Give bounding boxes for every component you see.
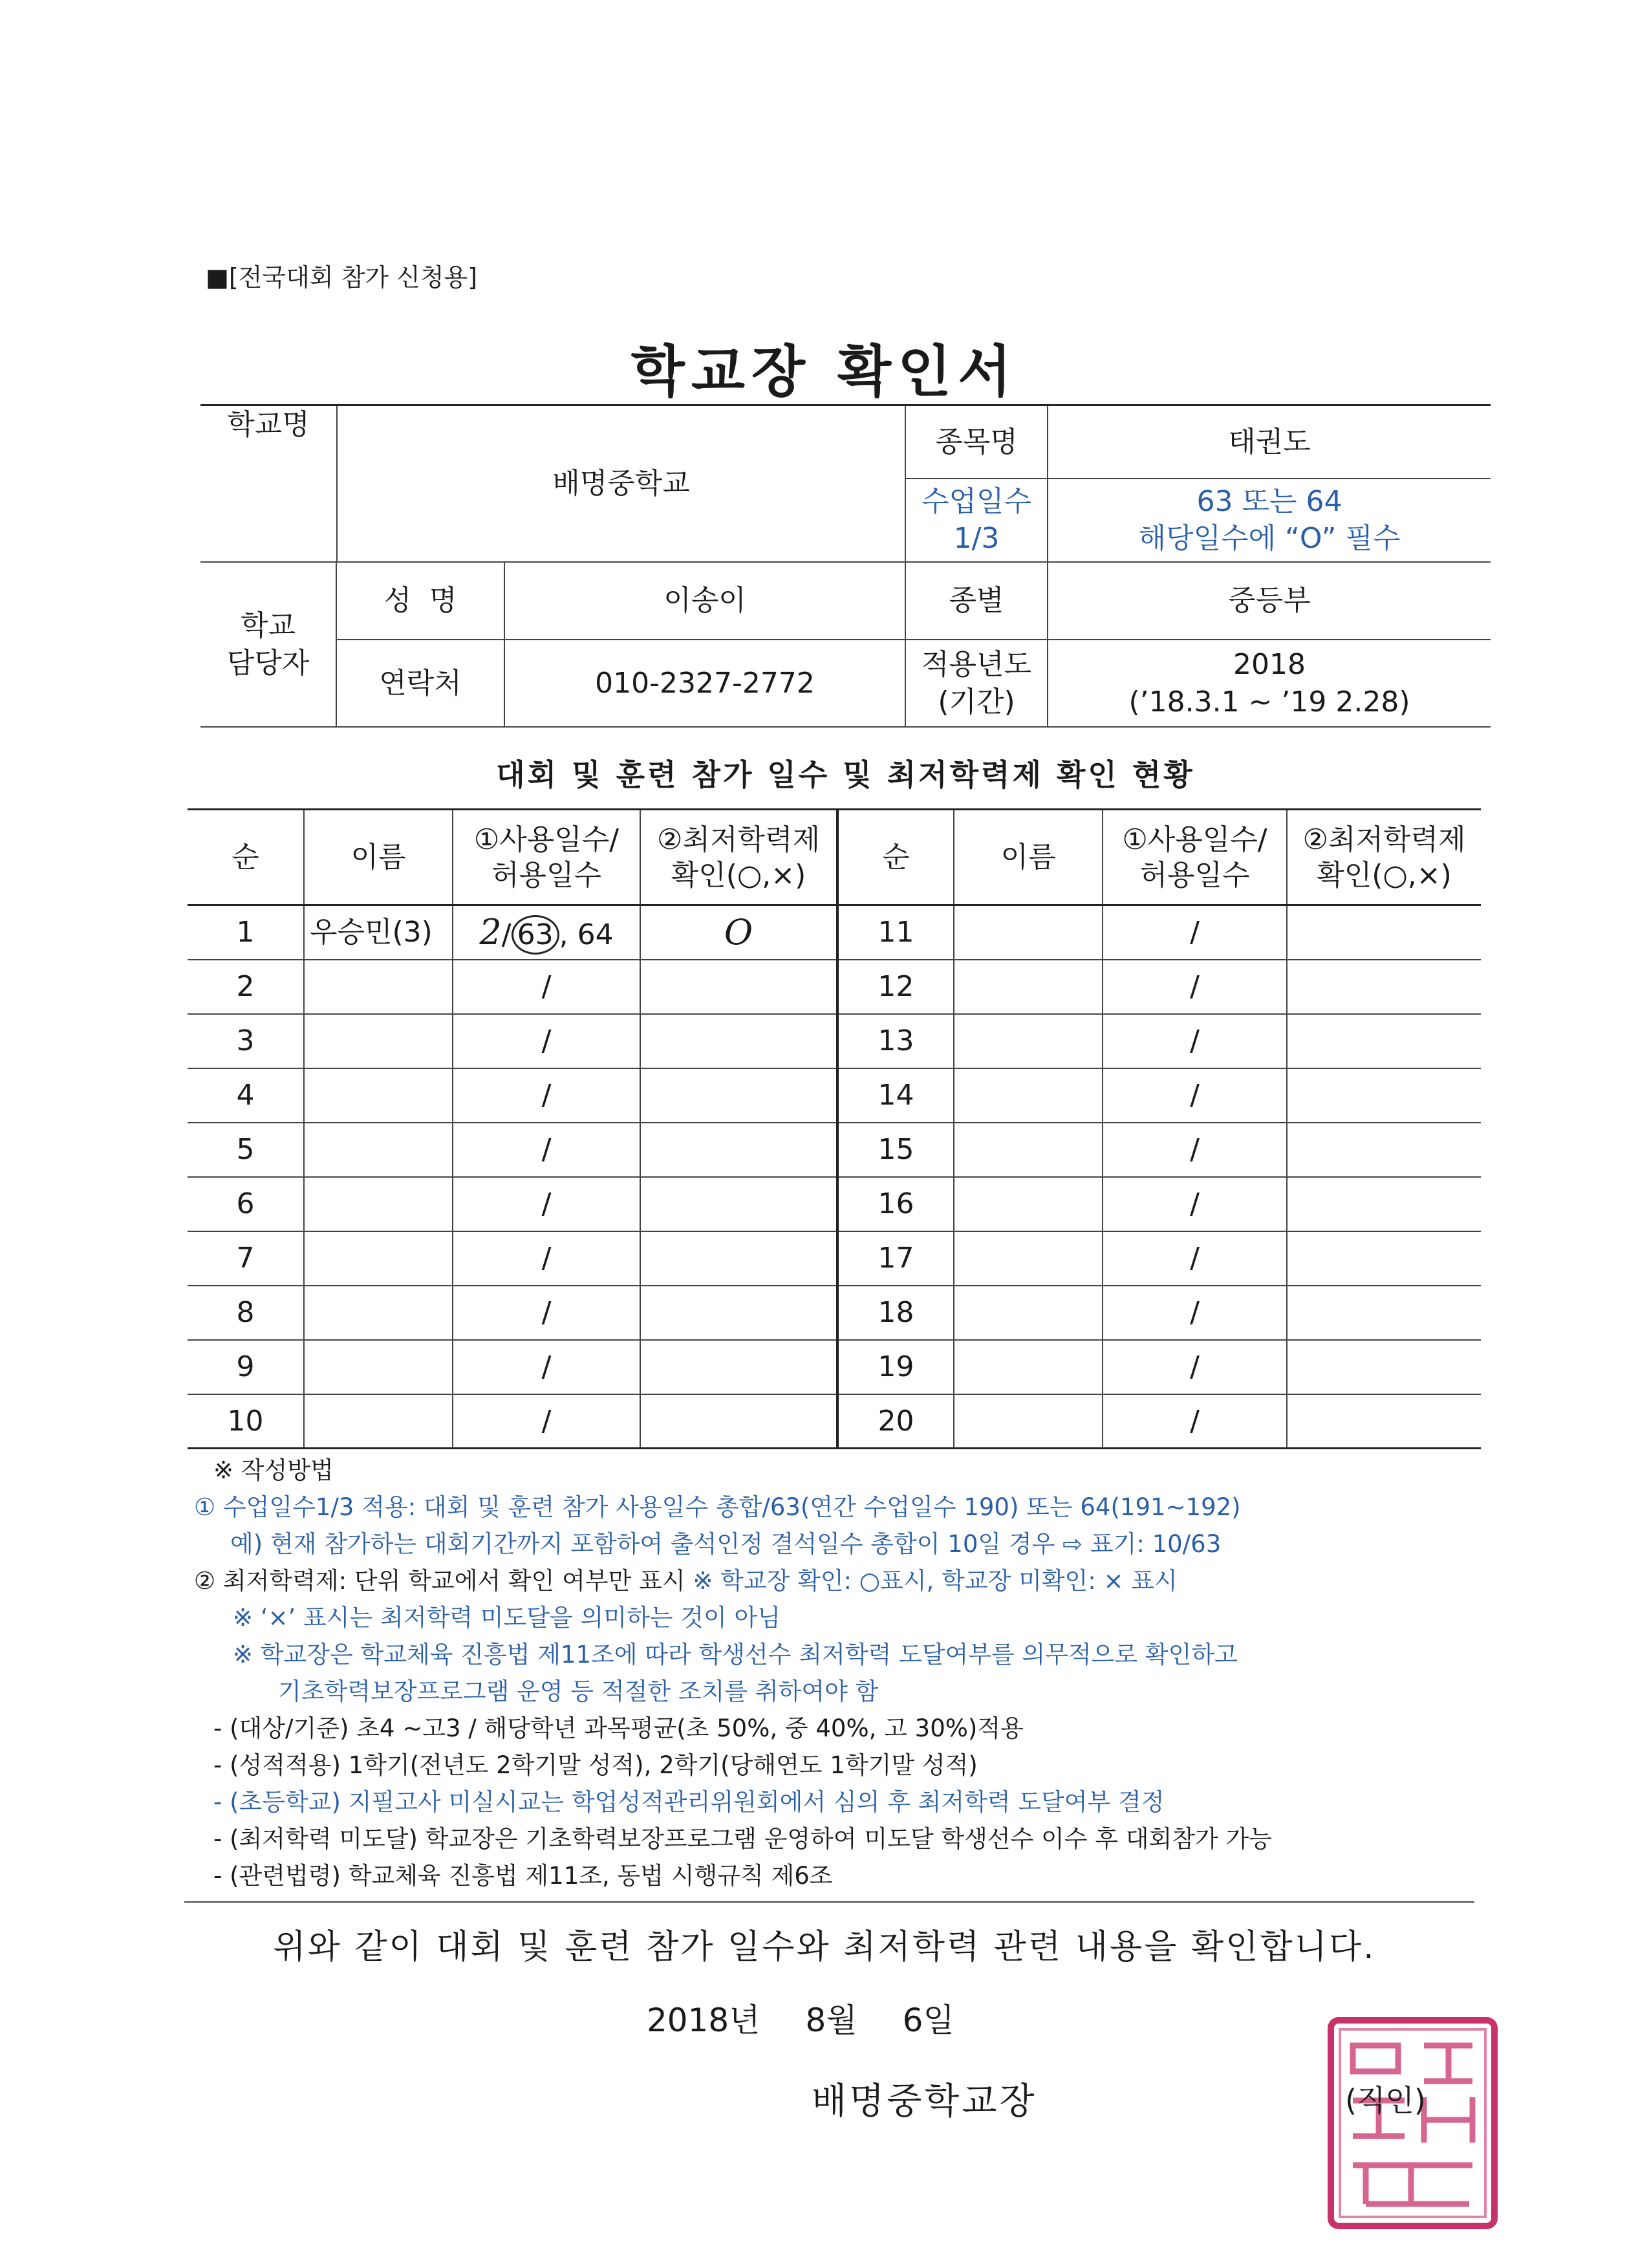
days-cell: / [1103,1123,1287,1177]
note-1-line2: 예) 현재 참가하는 대회기간까지 포함하여 출석인정 결석일수 총합이 10일 경우 ⇨ 표기: 10/63 [230,1530,1222,1558]
note-4-line1: ※ 학교장은 학교체육 진흥법 제11조에 따라 학생선수 최저학력 도달여부를 의무적으로 확인하고 [233,1641,1238,1669]
year-value-line2: (’18.3.1 ~ ’19 2.28) [1128,685,1410,718]
header-no-left: 순 [188,810,304,905]
days-slash: / [541,1024,552,1057]
row-number: 1 [188,905,304,960]
days-cell [453,905,640,960]
athlete-name [954,905,1103,960]
athlete-name [954,1068,1103,1123]
athlete-name [304,1286,453,1340]
header-no-right: 순 [837,810,954,905]
category-label: 종별 [905,562,1048,640]
row-number: 15 [837,1123,954,1177]
roster-header-row [188,810,1481,905]
table-row [188,905,1481,960]
row-number: 4 [188,1068,304,1123]
event-label: 종목명 [905,405,1048,479]
days-cell: / [1103,960,1287,1014]
row-number: 5 [188,1123,304,1177]
row-number: 2 [188,960,304,1014]
year-label-line2: (기간) [938,685,1015,718]
name-value: 이송이 [504,562,905,640]
athlete-name [954,1286,1103,1340]
athlete-name [304,1177,453,1231]
academic-check [1287,1231,1481,1286]
header-days-line1: ①사용일수/ [473,823,620,856]
days-cell [453,1014,640,1068]
class-days-value-line2: 해당일수에 “O” 필수 [1138,522,1401,556]
detail-5: - (관련법령) 학교체육 진흥법 제11조, 동법 시행규칙 제6조 [213,1862,833,1890]
athlete-name [304,1123,453,1177]
athlete-name [954,1123,1103,1177]
table-row [188,960,1481,1014]
class-days-label-line1: 수업일수 [921,485,1031,519]
days-cell: / [1103,1394,1287,1449]
roster-table [188,808,1481,1449]
header-days-line1: ①사용일수/ [1122,823,1267,856]
used-days-handwritten: 2 [479,911,502,953]
manager-label-line1: 학교 [240,609,296,643]
days-cell: / [1103,1286,1287,1340]
row-number: 18 [837,1286,954,1340]
table-row [188,1340,1481,1394]
divider-line [184,1901,1474,1903]
academic-check [640,1231,837,1286]
note-3: ※ ‘×’ 표시는 최저학력 미도달을 의미하는 것이 아님 [233,1604,781,1632]
academic-check: O [640,905,837,960]
page-title: 학교장 확인서 [630,340,1018,404]
days-slash: / [541,1242,552,1275]
days-slash: / [541,1350,552,1383]
allowed-days-alt: , 64 [559,918,614,951]
year-value [1048,640,1491,727]
athlete-name [304,960,453,1014]
note-2-marks: ※ 학교장 확인: ○표시, 학교장 미확인: × 표시 [693,1567,1178,1595]
year-label-line1: 적용년도 [921,648,1031,682]
note-2 [194,1562,1487,1599]
note-1-line1: ① 수업일수1/3 적용: 대회 및 훈련 참가 사용일수 총합/63(연간 수업일수 190) 또는 64(191~192) [194,1493,1241,1521]
days-slash: / [541,1187,552,1220]
manager-label-line2: 담당자 [226,646,310,680]
table-row [188,1177,1481,1231]
row-number: 7 [188,1231,304,1286]
athlete-name [954,1231,1103,1286]
allowed-days-circled: 63 [512,915,559,955]
detail-3: - (초등학교) 지필고사 미실시교는 학업성적관리위원회에서 심의 후 최저학력 도달여부 결정 [213,1788,1165,1816]
row-number: 13 [837,1014,954,1068]
header-check-line2: 확인(○,×) [671,858,806,892]
days-cell [453,1340,640,1394]
official-seal-icon [1327,2016,1498,2230]
academic-check [640,1014,837,1068]
academic-check [1287,1177,1481,1231]
row-number: 12 [837,960,954,1014]
days-cell: / [1103,1177,1287,1231]
days-cell: / [1103,1068,1287,1123]
days-slash: / [541,1079,552,1112]
athlete-name: 우승민(3) [304,905,453,960]
header-check-left [640,810,837,905]
row-number: 14 [837,1068,954,1123]
days-slash: / [541,970,552,1003]
detail-2: - (성적적용) 1학기(전년도 2학기말 성적), 2학기(당해연도 1학기말 성적) [213,1751,978,1779]
contact-value: 010-2327-2772 [504,640,905,727]
row-number: 10 [188,1394,304,1449]
category-value: 중등부 [1048,562,1491,640]
academic-check [640,1286,837,1340]
academic-check [1287,905,1481,960]
athlete-name [304,1068,453,1123]
row-number: 17 [837,1231,954,1286]
school-name-value: 배명중학교 [336,406,905,561]
table-row [188,1231,1481,1286]
class-days-label-line2: 1/3 [953,522,1000,556]
days-cell [453,1177,640,1231]
document-tag: ■[전국대회 참가 신청용] [206,263,478,292]
header-name-left: 이름 [304,810,453,905]
table-row [188,1286,1481,1340]
days-cell [453,1068,640,1123]
table-row [188,1014,1481,1068]
issue-date [647,1994,1000,2041]
athlete-name [954,1340,1103,1394]
row-number: 6 [188,1177,304,1231]
school-info-table [200,404,1491,728]
school-name-label: 학교명 [227,408,310,441]
row-number: 8 [188,1286,304,1340]
academic-check [1287,1014,1481,1068]
event-value: 태권도 [1048,405,1491,479]
row-number: 11 [837,905,954,960]
row-number: 16 [837,1177,954,1231]
row-number: 9 [188,1340,304,1394]
row-number: 20 [837,1394,954,1449]
header-days-left [453,810,640,905]
days-slash: / [541,1296,552,1329]
year-value-line1: 2018 [1233,648,1306,682]
athlete-name [304,1231,453,1286]
class-days-value-line1: 63 또는 64 [1196,485,1342,519]
class-days-label [905,479,1048,562]
days-cell [453,1231,640,1286]
academic-check [640,960,837,1014]
academic-check [1287,1340,1481,1394]
header-days-line2: 허용일수 [1139,858,1250,892]
days-slash: / [541,1404,552,1438]
header-days-line2: 허용일수 [491,858,601,892]
table-row [188,1123,1481,1177]
days-slash: / [541,1133,552,1166]
seal-label: (직인) [1345,2083,1426,2118]
athlete-name [304,1340,453,1394]
athlete-name [304,1394,453,1449]
header-check-line1: ②최저학력제 [1302,823,1466,856]
academic-check [640,1340,837,1394]
days-cell: / [1103,905,1287,960]
class-days-value [1048,479,1491,562]
header-check-line2: 확인(○,×) [1317,858,1452,892]
header-check-right [1287,810,1481,905]
academic-check [640,1394,837,1449]
days-cell [453,1394,640,1449]
athlete-name [304,1014,453,1068]
header-days-right [1103,810,1287,905]
days-cell: / [1103,1231,1287,1286]
days-cell: / [1103,1340,1287,1394]
academic-check [1287,1123,1481,1177]
days-cell [453,960,640,1014]
signer-title: 배명중학교장 [812,2080,1037,2122]
table-row [188,1394,1481,1449]
date-month: 8월 [805,2002,857,2039]
row-number: 3 [188,1014,304,1068]
date-year: 2018년 [647,2002,760,2039]
table-row [188,1068,1481,1123]
header-check-line1: ②최저학력제 [657,823,820,856]
note-4-line2: 기초학력보장프로그램 운영 등 적절한 조치를 취하여야 함 [278,1678,879,1705]
academic-check [1287,960,1481,1014]
athlete-name [954,960,1103,1014]
athlete-name [954,1394,1103,1449]
name-label: 성 명 [336,562,504,640]
days-slash: / [501,918,512,951]
academic-check [1287,1286,1481,1340]
header-name-right: 이름 [954,810,1103,905]
days-cell [453,1286,640,1340]
status-section-title: 대회 및 훈련 참가 일수 및 최저학력제 확인 현황 [496,757,1195,792]
writing-instructions [194,1452,1487,1894]
note-2-text: ② 최저학력제: 단위 학교에서 확인 여부만 표시 [194,1567,685,1595]
confirmation-statement: 위와 같이 대회 및 훈련 참가 일수와 최저학력 관련 내용을 확인합니다. [273,1928,1376,1967]
detail-1: - (대상/기준) 초4 ~고3 / 해당학년 과목평균(초 50%, 중 40%, 고 30%)적용 [213,1714,1024,1742]
contact-label: 연락처 [336,640,504,727]
year-label [905,640,1048,727]
athlete-name [954,1014,1103,1068]
athlete-name [954,1177,1103,1231]
academic-check [640,1177,837,1231]
row-number: 19 [837,1340,954,1394]
academic-check [1287,1394,1481,1449]
date-day: 6일 [902,2002,954,2039]
days-cell: / [1103,1014,1287,1068]
notes-heading: ※ 작성방법 [213,1456,334,1484]
academic-check [640,1068,837,1123]
days-cell [453,1123,640,1177]
manager-label [200,562,336,727]
academic-check [1287,1068,1481,1123]
academic-check [640,1123,837,1177]
detail-4: - (최저학력 미도달) 학교장은 기초학력보장프로그램 운영하여 미도달 학생선수 이수 후 대회참가 가능 [213,1825,1273,1853]
